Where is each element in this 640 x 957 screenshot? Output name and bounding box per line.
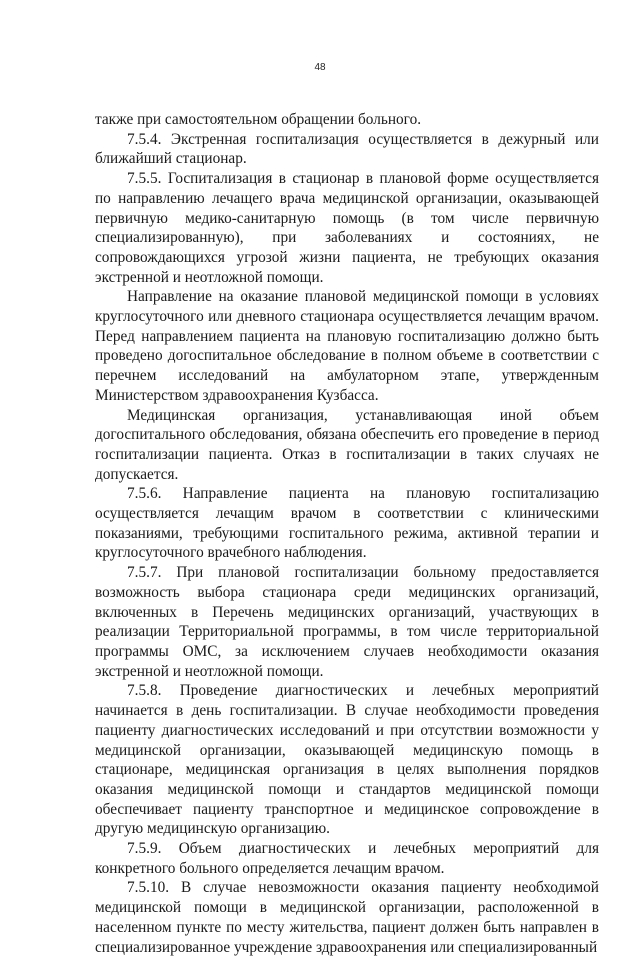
paragraph-7-5-5: 7.5.5. Госпитализация в стационар в плановой форме осуществляется по направлению лечащего врача медицинской организации, оказывающей первичную медико-санитарную помощь (в том числе первичную специализированную), при заболеваниях и состояниях, не сопровождающихся угрозой жизни пациента, не требующих оказания экстренной и неотложной помощи. [95,170,599,286]
paragraph-7-5-9: 7.5.9. Объем диагностических и лечебных мероприятий для конкретного больного определяется лечащим врачом. [95,840,599,877]
paragraph-7-5-6: 7.5.6. Направление пациента на плановую госпитализацию осуществляется лечащим врачом в соответствии с клиническими показаниями, требующими госпитального режима, активной терапии и круглосуточного врачебного наблюдения. [95,485,599,562]
paragraph-planned-referral: Направление на оказание плановой медицинской помощи в условиях круглосуточного или дневного стационара осуществляется лечащим врачом. Перед направлением пациента на плановую госпитализацию должно быть проведено догоспитальное обследование в полном объеме в соответствии с перечнем исследований на амбулаторном этапе, утвержденным Министерством здравоохранения Кузбасса. [95,288,599,404]
paragraph-7-5-4: 7.5.4. Экстренная госпитализация осуществляется в дежурный или ближайший стационар. [95,130,599,168]
document-body [95,110,599,957]
paragraph-7-5-7: 7.5.7. При плановой госпитализации больному предоставляется возможность выбора стационара среди медицинских организаций, включенных в Перечень медицинских организаций, участвующих в реализации Территориальной программы, в том числе территориальной программы ОМС, за исключением случаев необходимости оказания экстренной и неотложной помощи. [95,564,599,680]
paragraph-7-5-8: 7.5.8. Проведение диагностических и лечебных мероприятий начинается в день госпитализации. В случае необходимости проведения пациенту диагностических исследований и при отсутствии возможности у медицинской организации, оказывающей медицинскую помощь в стационаре, медицинская организация в целях выполнения порядков оказания медицинской помощи и стандартов медицинской помощи обеспечивает пациенту транспортное и медицинское сопровождение в другую медицинскую организацию. [95,682,599,838]
paragraph-continuation: также при самостоятельном обращении больного. [95,111,422,128]
page-number: 48 [314,62,326,73]
paragraph-pre-hospital-exam: Медицинская организация, устанавливающая иной объем догоспитального обследования, обязана обеспечить его проведение в период госпитализации пациента. Отказ в госпитализации в таких случаях не допускается. [95,406,599,483]
paragraph-7-5-10: 7.5.10. В случае невозможности оказания пациенту необходимой медицинской помощи в медицинской организации, расположенной в населенном пункте по месту жительства, пациент должен быть направлен в специализированное учреждение здравоохранения или специализированный [95,879,599,956]
